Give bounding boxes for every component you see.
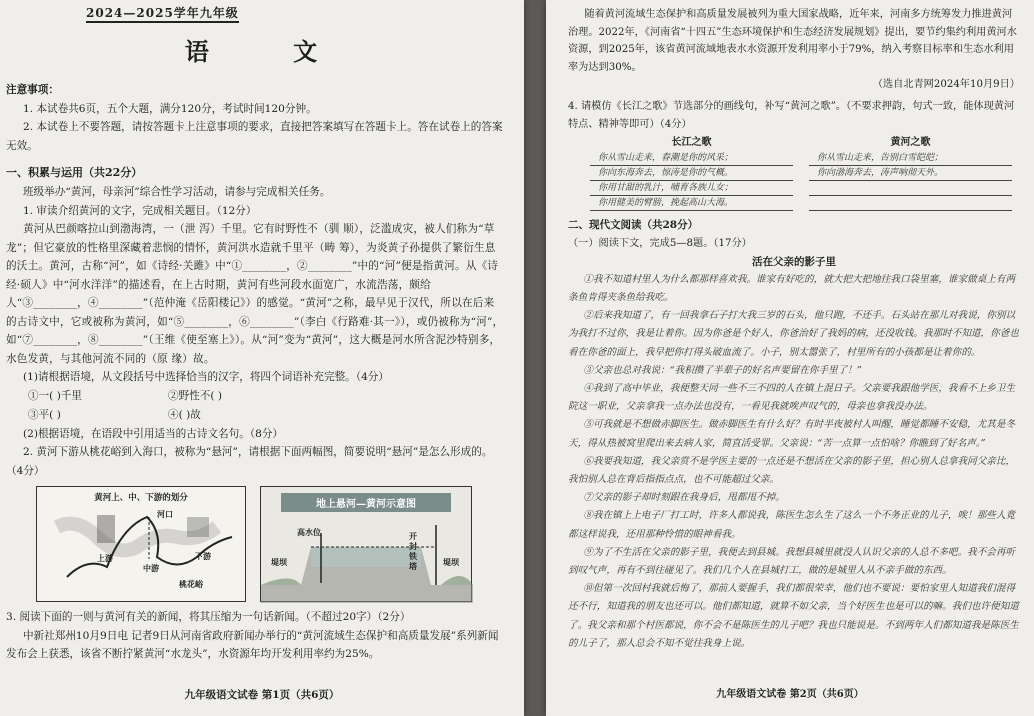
diagram-label: 高水位 — [297, 527, 321, 537]
diagram-label: 堤坝 — [443, 557, 459, 567]
map-label: 上游 — [97, 553, 113, 563]
song-line: 你从雪山走来，告别白雪皑皑； — [809, 151, 1012, 166]
song-line: 你向东海奔去，惊涛是你的气概。 — [590, 166, 793, 181]
activity-intro: 班级举办“黄河，母亲河”综合性学习活动，请参与完成相关任务。 — [22, 186, 331, 198]
news-paragraph-2: 随着黄河流域生态保护和高质量发展被列为重大国家战略，近年来，河南多方统筹发力推进黄河治理。2022年，《河南省“十四五”生态环境保护和生态经济发展规划》提出，要节约集约利用黄河水资源，到2025年，该省黄河流域地表水水资源开发利用率小于79%，纳入考察目标率和生态水利用率为达到30%。 — [568, 9, 1017, 73]
song-line: 你向渤海奔去，涛声响彻天外。 — [809, 166, 1012, 181]
story-paragraph: ②后来我知道了，有一回我拿石子打大我三岁的石头，他只跑，不还手。石头站在那儿对我说，你别以为我打不过你，我是让着你。因为你爸是个好人，你爸治好了我妈的病，还没收钱。我那时不知道，你爸也看在你爸的面上，我早把你打得头破血流了。小子，别太嚣张了，村里所有的小孩都是让着你的。 — [568, 310, 1019, 358]
song-comparison — [582, 135, 1020, 211]
map-label: 河口 — [157, 509, 173, 519]
page-footer: 九年级语文试卷 第2页（共6页） — [716, 689, 864, 700]
song-line: 你用甘甜的乳汁，哺育各族儿女； — [590, 181, 793, 196]
story-paragraph: ⑤可我就是不想做赤脚医生。做赤脚医生有什么好？有时半夜被村人叫醒，睡觉都睡不安稳，尤其是冬天，得从热被窝里爬出来去病人家，简直活受罪。父亲说：“苦一点算一点怕啥？你瞧到了好名声。” — [568, 419, 1016, 449]
story-body — [568, 271, 1020, 653]
map-label: 桃花峪 — [179, 579, 203, 589]
exam-page-2 — [546, 0, 1034, 716]
question-3: 3. 阅读下面的一则与黄河有关的新闻，将其压缩为一句话新闻。（不超过20字）（2分） — [6, 611, 411, 623]
story-paragraph: ⑨为了不生活在父亲的影子里，我便去到县城。我想县城里就没人认识父亲的人总不多吧。我不会再听到叹气声，再有不到往碰见了。我们几个人在县城打工，做的是城里人从不亲手做的东西。 — [568, 546, 1016, 576]
story-paragraph: ③父亲也总对我说：“我积攒了半辈子的好名声要留在你手里了！” — [583, 364, 862, 376]
map-label: 下游 — [195, 551, 211, 561]
question-1: 1. 审读介绍黄河的文字，完成相关题目。（12分） — [22, 204, 257, 217]
yellow-river-song-column — [801, 135, 1020, 211]
figure-title: 黄河上、中、下游的划分 — [94, 493, 188, 503]
story-paragraph: ④我到了高中毕业，我便整天同一些不三不四的人在镇上混日子。父亲要我跟他学医，我看不上乡卫生院这一职业，父亲拿我一点办法也没有，一看见我就唉声叹气的，母亲也拿我没办法。 — [568, 382, 1016, 413]
story-paragraph: ⑦父亲的影子却时刻跟在我身后，甩都甩不掉。 — [583, 492, 785, 504]
song-heading: 长江之歌 — [671, 137, 712, 149]
story-paragraph: ⑥我要我知道，我父亲赏不是学医主要的一点还是不想活在父亲的影子里，担心别人总拿我同父亲比，我怕别人总在背后指指点点，也不可能超过父亲。 — [568, 455, 1016, 485]
song-line: 你从雪山走来，春潮是你的风采； — [590, 151, 793, 166]
notice-item-1: 1. 本试卷共6页，五个大题，满分120分，考试时间120分钟。 — [22, 102, 317, 115]
suspended-river-diagram — [260, 486, 472, 602]
yangtze-song-column — [582, 135, 801, 211]
story-paragraph: ①我不知道村里人为什么都那样喜欢我。谁家有好吃的，就大把大把地往我口袋里塞，谁家做桌上有两条鱼肯得夹条鱼给我吃。 — [568, 273, 1016, 303]
choice-item: ②野性不( ) — [168, 389, 223, 402]
choice-item: ③平( ) — [28, 408, 61, 421]
figures-row — [36, 486, 504, 602]
river-map-graphic — [37, 487, 247, 603]
section-heading: 一、积累与运用（共22分） — [6, 166, 143, 179]
figure-title: 地上悬河—黄河示意图 — [281, 493, 451, 512]
river-division-map — [36, 486, 246, 602]
exam-header: 2024—2025学年九年级 — [6, 4, 504, 22]
reading-instruction: （一）阅读下文，完成5—8题。（17分） — [568, 238, 752, 250]
section-heading: 二、现代文阅读（共28分） — [568, 219, 699, 232]
diagram-label: 开封铁塔 — [409, 531, 417, 571]
question-2: 2. 黄河下游从桃花峪到入海口，被称为“悬河”，请根据下面两幅图，简要说明“悬河”是怎么形成的。（4分） — [6, 446, 493, 477]
news-paragraph-1: 中新社郑州10月9日电 记者9日从河南省政府新闻办举行的“黄河流域生态保护和高质量发展”系列新闻发布会上获悉，该省不断拧紧黄河“水龙头”，水资源年均开发利用率约为25%。 — [6, 629, 499, 660]
map-label: 中游 — [143, 563, 159, 573]
news-source: （选自北青网2024年10月9日） — [872, 79, 1020, 91]
diagram-label: 堤坝 — [271, 557, 287, 567]
question-1-sub-1: (1)请根据语境，从文段括号中选择恰当的汉字，将四个词语补充完整。（4分） — [22, 371, 389, 383]
choice-item: ①一( )千里 — [28, 389, 83, 402]
question-4: 4. 请模仿《长江之歌》节选部分的画线句，补写“黄河之歌”。（不要求押韵，句式一致，能体现黄河特点、精神等即可）（4分） — [568, 100, 1015, 130]
choice-item: ④( )故 — [168, 408, 201, 421]
question-1-sub-2: (2)根据语境，在语段中引用适当的古诗文名句。（8分） — [22, 427, 284, 440]
song-heading: 黄河之歌 — [890, 137, 931, 149]
page-footer: 九年级语文试卷 第1页（共6页） — [184, 689, 340, 701]
answer-blank-line[interactable] — [809, 196, 1012, 211]
story-title: 活在父亲的影子里 — [752, 255, 836, 268]
song-line: 你用健美的臂膀，挽起高山大海。 — [590, 196, 793, 211]
page-title: 语 文 — [184, 37, 356, 66]
passage-yellow-river: 黄河从巴颜喀拉山到渤海湾，一（泄 泻）千里。它有时野性不（驯 顺），泛滥成灾，被人们称为“草龙”；但它豪放的性格里深藏着悲悯的情怀，黄河洪水造就千里平（畴 筹），为炎黄子孙提供了繁衍生息的沃土。黄河，古称“河”，如《诗经·关雎》中“①________，②________”中的“河”便是指黄河。从《诗经·硕人》中“河水洋洋”的描述看，在上古时期，黄河有些河段水面宽广，水流浩荡，颇给人“③________，④________”（范仲淹《岳阳楼记》）的感觉。“黄河”之称，最早见于汉代，所以在后来的古诗文中，它或被称为黄河，如“⑤________，⑥________”（李白《行路难·其一》），或仍被称为“河”，如“⑦________，⑧________”（王维《使至塞上》）。从“河”变为“黄河”，这大概是河水所含泥沙特别多，水色发黄，与其他河流不同的（原 缘）故。 — [6, 223, 504, 365]
story-paragraph: ⑩但第一次回村我就后悔了，那前人要握手，我们都很荣幸，他们也不要说：要怕家里人知道我们混得还不行，知道我的朋友也还可以。他们都知道，就算不如父亲，当个好医生也是可以的嘛。我们也许便知道了。我父亲和那个村医都说，你不会不是陈医生的儿子吧？我也只能说是。不到两年人们都知道我是陈医生的儿子了，那人总会不知不觉往我身上说。 — [568, 583, 1019, 649]
word-choices — [6, 387, 504, 425]
notice-item-2: 2. 本试卷上不要答题，请按答题卡上注意事项的要求，直接把答案填写在答题卡上。答在试卷上的答案无效。 — [6, 121, 503, 152]
story-paragraph: ⑧我在镇上上电子厂打工时，许多人都说我，陈医生怎么生了这么一个不务正业的儿子，唉！那些人竟都这样说我，还用那种怜惜的眼神看我。 — [568, 510, 1016, 540]
answer-blank-line[interactable] — [809, 181, 1012, 196]
notice-title: 注意事项： — [6, 84, 59, 96]
cross-section-graphic — [261, 487, 473, 603]
